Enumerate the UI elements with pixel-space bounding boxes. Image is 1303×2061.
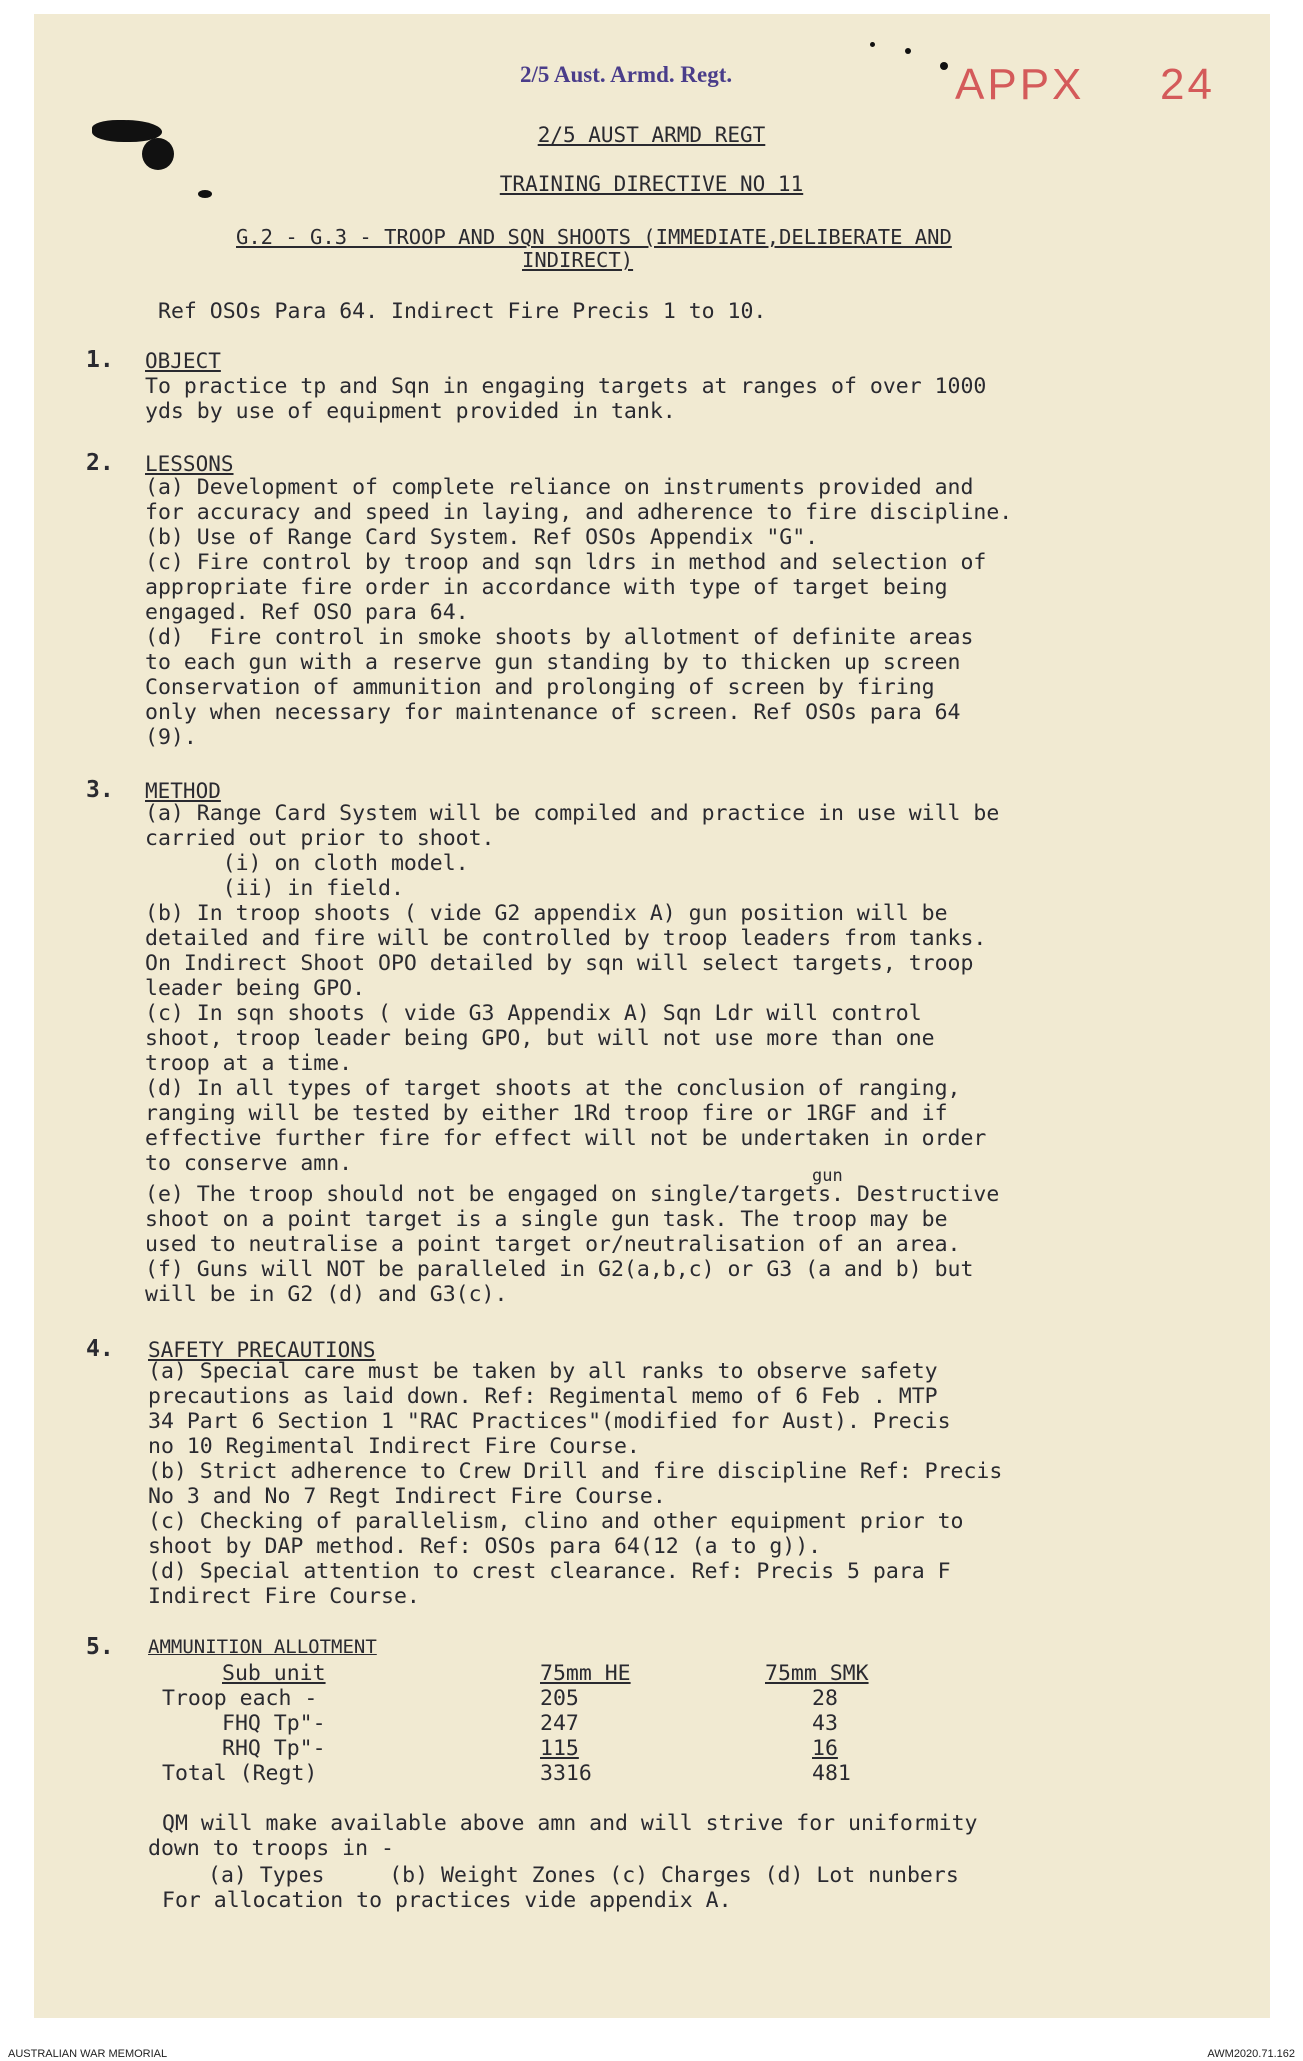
page-annotation: 24 [1160,60,1215,109]
reference-line: Ref OSOs Para 64. Indirect Fire Precis 1 to 10. [158,299,767,324]
ink-speck [905,48,911,54]
body-line: shoot, troop leader being GPO, but will not use more than one [145,1026,935,1051]
body-line: (a) Development of complete reliance on instruments provided and [145,475,974,500]
body-line: (d) In all types of target shoots at the conclusion of ranging, [145,1076,961,1101]
section-number: 5. [86,1634,114,1660]
section-number: 1. [86,347,114,373]
ink-speck [870,42,875,47]
body-line: (a) Range Card System will be compiled and practice in use will be [145,801,1000,826]
ink-speck [940,62,948,70]
body-line: to conserve amn. [145,1151,353,1176]
table-row-label: Troop each - [162,1686,318,1711]
document-subtitle-cont: INDIRECT) [522,248,634,272]
body-line: (f) Guns will NOT be paralleled in G2(a,b,c) or G3 (a and b) but [145,1257,974,1282]
body-line: Conservation of ammunition and prolonging of screen by firing [145,675,935,700]
table-cell: 481 [812,1761,851,1786]
body-line: (i) on cloth model. [145,851,469,876]
body-line: For allocation to practices vide appendix A. [162,1888,732,1913]
table-header: 75mm HE [540,1661,631,1686]
section-heading: LESSONS [145,452,234,476]
body-line: (a) Types (b) Weight Zones (c) Charges (d) Lot nunbers [208,1863,959,1888]
document-title: TRAINING DIRECTIVE NO 11 [499,172,804,196]
body-line: no 10 Regimental Indirect Fire Course. [148,1434,640,1459]
section-heading: METHOD [145,779,221,803]
table-cell: 16 [812,1736,838,1761]
table-row-label: FHQ Tp"- [222,1711,326,1736]
body-line: (c) Checking of parallelism, clino and other equipment prior to [148,1509,964,1534]
table-row-label: RHQ Tp"- [222,1736,326,1761]
body-line: (9). [145,725,197,750]
body-line: (c) In sqn shoots ( vide G3 Appendix A) Sqn Ldr will control [145,1001,922,1026]
body-line: yds by use of equipment provided in tank. [145,399,676,424]
body-line: for accuracy and speed in laying, and adherence to fire discipline. [145,500,1013,525]
table-header: Sub unit [222,1661,326,1686]
body-line: shoot by DAP method. Ref: OSOs para 64(12 (a to g)). [148,1534,822,1559]
body-line: carried out prior to shoot. [145,826,495,851]
body-line: down to troops in - [148,1836,394,1861]
body-line: (d) Special attention to crest clearance. Ref: Precis 5 para F [148,1559,951,1584]
table-cell: 3316 [540,1761,592,1786]
body-line: ranging will be tested by either 1Rd troop fire or 1RGF and if [145,1101,948,1126]
body-line: leader being GPO. [145,976,366,1001]
body-line: shoot on a point target is a single gun task. The troop may be [145,1207,948,1232]
section-heading: SAFETY PRECAUTIONS [148,1338,376,1362]
archive-credit: AUSTRALIAN WAR MEMORIAL [8,2048,168,2060]
handwritten-insert: gun [812,1166,843,1186]
document-subtitle: G.2 - G.3 - TROOP AND SQN SHOOTS (IMMEDIATE,DELIBERATE AND [236,225,952,249]
section-number: 2. [86,450,114,476]
body-line: detailed and fire will be controlled by troop leaders from tanks. [145,926,987,951]
body-line: troop at a time. [145,1051,353,1076]
table-cell: 115 [540,1736,579,1761]
body-line: QM will make available above amn and will strive for uniformity [162,1811,978,1836]
body-line: (d) Fire control in smoke shoots by allotment of definite areas [145,625,974,650]
body-line: (ii) in field. [145,876,404,901]
body-line: (c) Fire control by troop and sqn ldrs in method and selection of [145,550,987,575]
section-heading: AMMUNITION ALLOTMENT [148,1636,377,1658]
body-line: appropriate fire order in accordance with type of target being [145,575,948,600]
unit-stamp: 2/5 Aust. Armd. Regt. [520,62,733,87]
body-line: No 3 and No 7 Regt Indirect Fire Course. [148,1484,666,1509]
table-row-label: Total (Regt) [162,1761,318,1786]
table-header: 75mm SMK [765,1661,869,1686]
table-cell: 28 [812,1686,838,1711]
table-cell: 247 [540,1711,579,1736]
body-line: On Indirect Shoot OPO detailed by sqn will select targets, troop [145,951,974,976]
body-line: 34 Part 6 Section 1 "RAC Practices"(modified for Aust). Precis [148,1409,951,1434]
section-heading: OBJECT [145,349,221,373]
body-line: to each gun with a reserve gun standing by to thicken up screen [145,650,961,675]
body-line: precautions as laid down. Ref: Regimental memo of 6 Feb . MTP [148,1384,938,1409]
section-number: 3. [86,777,114,803]
body-line: (b) In troop shoots ( vide G2 appendix A) gun position will be [145,901,948,926]
body-line: (b) Use of Range Card System. Ref OSOs Appendix "G". [145,525,819,550]
body-line: Indirect Fire Course. [148,1584,420,1609]
body-line: (b) Strict adherence to Crew Drill and fire discipline Ref: Precis [148,1459,1003,1484]
body-line: used to neutralise a point target or/neutralisation of an area. [145,1232,961,1257]
section-number: 4. [86,1336,114,1362]
table-cell: 205 [540,1686,579,1711]
body-line: only when necessary for maintenance of screen. Ref OSOs para 64 [145,700,961,725]
body-line: (e) The troop should not be engaged on single/targets. Destructive [145,1182,1000,1207]
body-line: (a) Special care must be taken by all ranks to observe safety [148,1359,938,1384]
body-line: To practice tp and Sqn in engaging targets at ranges of over 1000 [145,374,987,399]
appendix-annotation: APPX [955,60,1085,109]
body-line: will be in G2 (d) and G3(c). [145,1282,508,1307]
body-line: engaged. Ref OSO para 64. [145,600,469,625]
unit-heading: 2/5 AUST ARMD REGT [537,123,766,147]
archive-reference: AWM2020.71.162 [1207,2048,1295,2060]
body-line: effective further fire for effect will not be undertaken in order [145,1126,987,1151]
table-cell: 43 [812,1711,838,1736]
